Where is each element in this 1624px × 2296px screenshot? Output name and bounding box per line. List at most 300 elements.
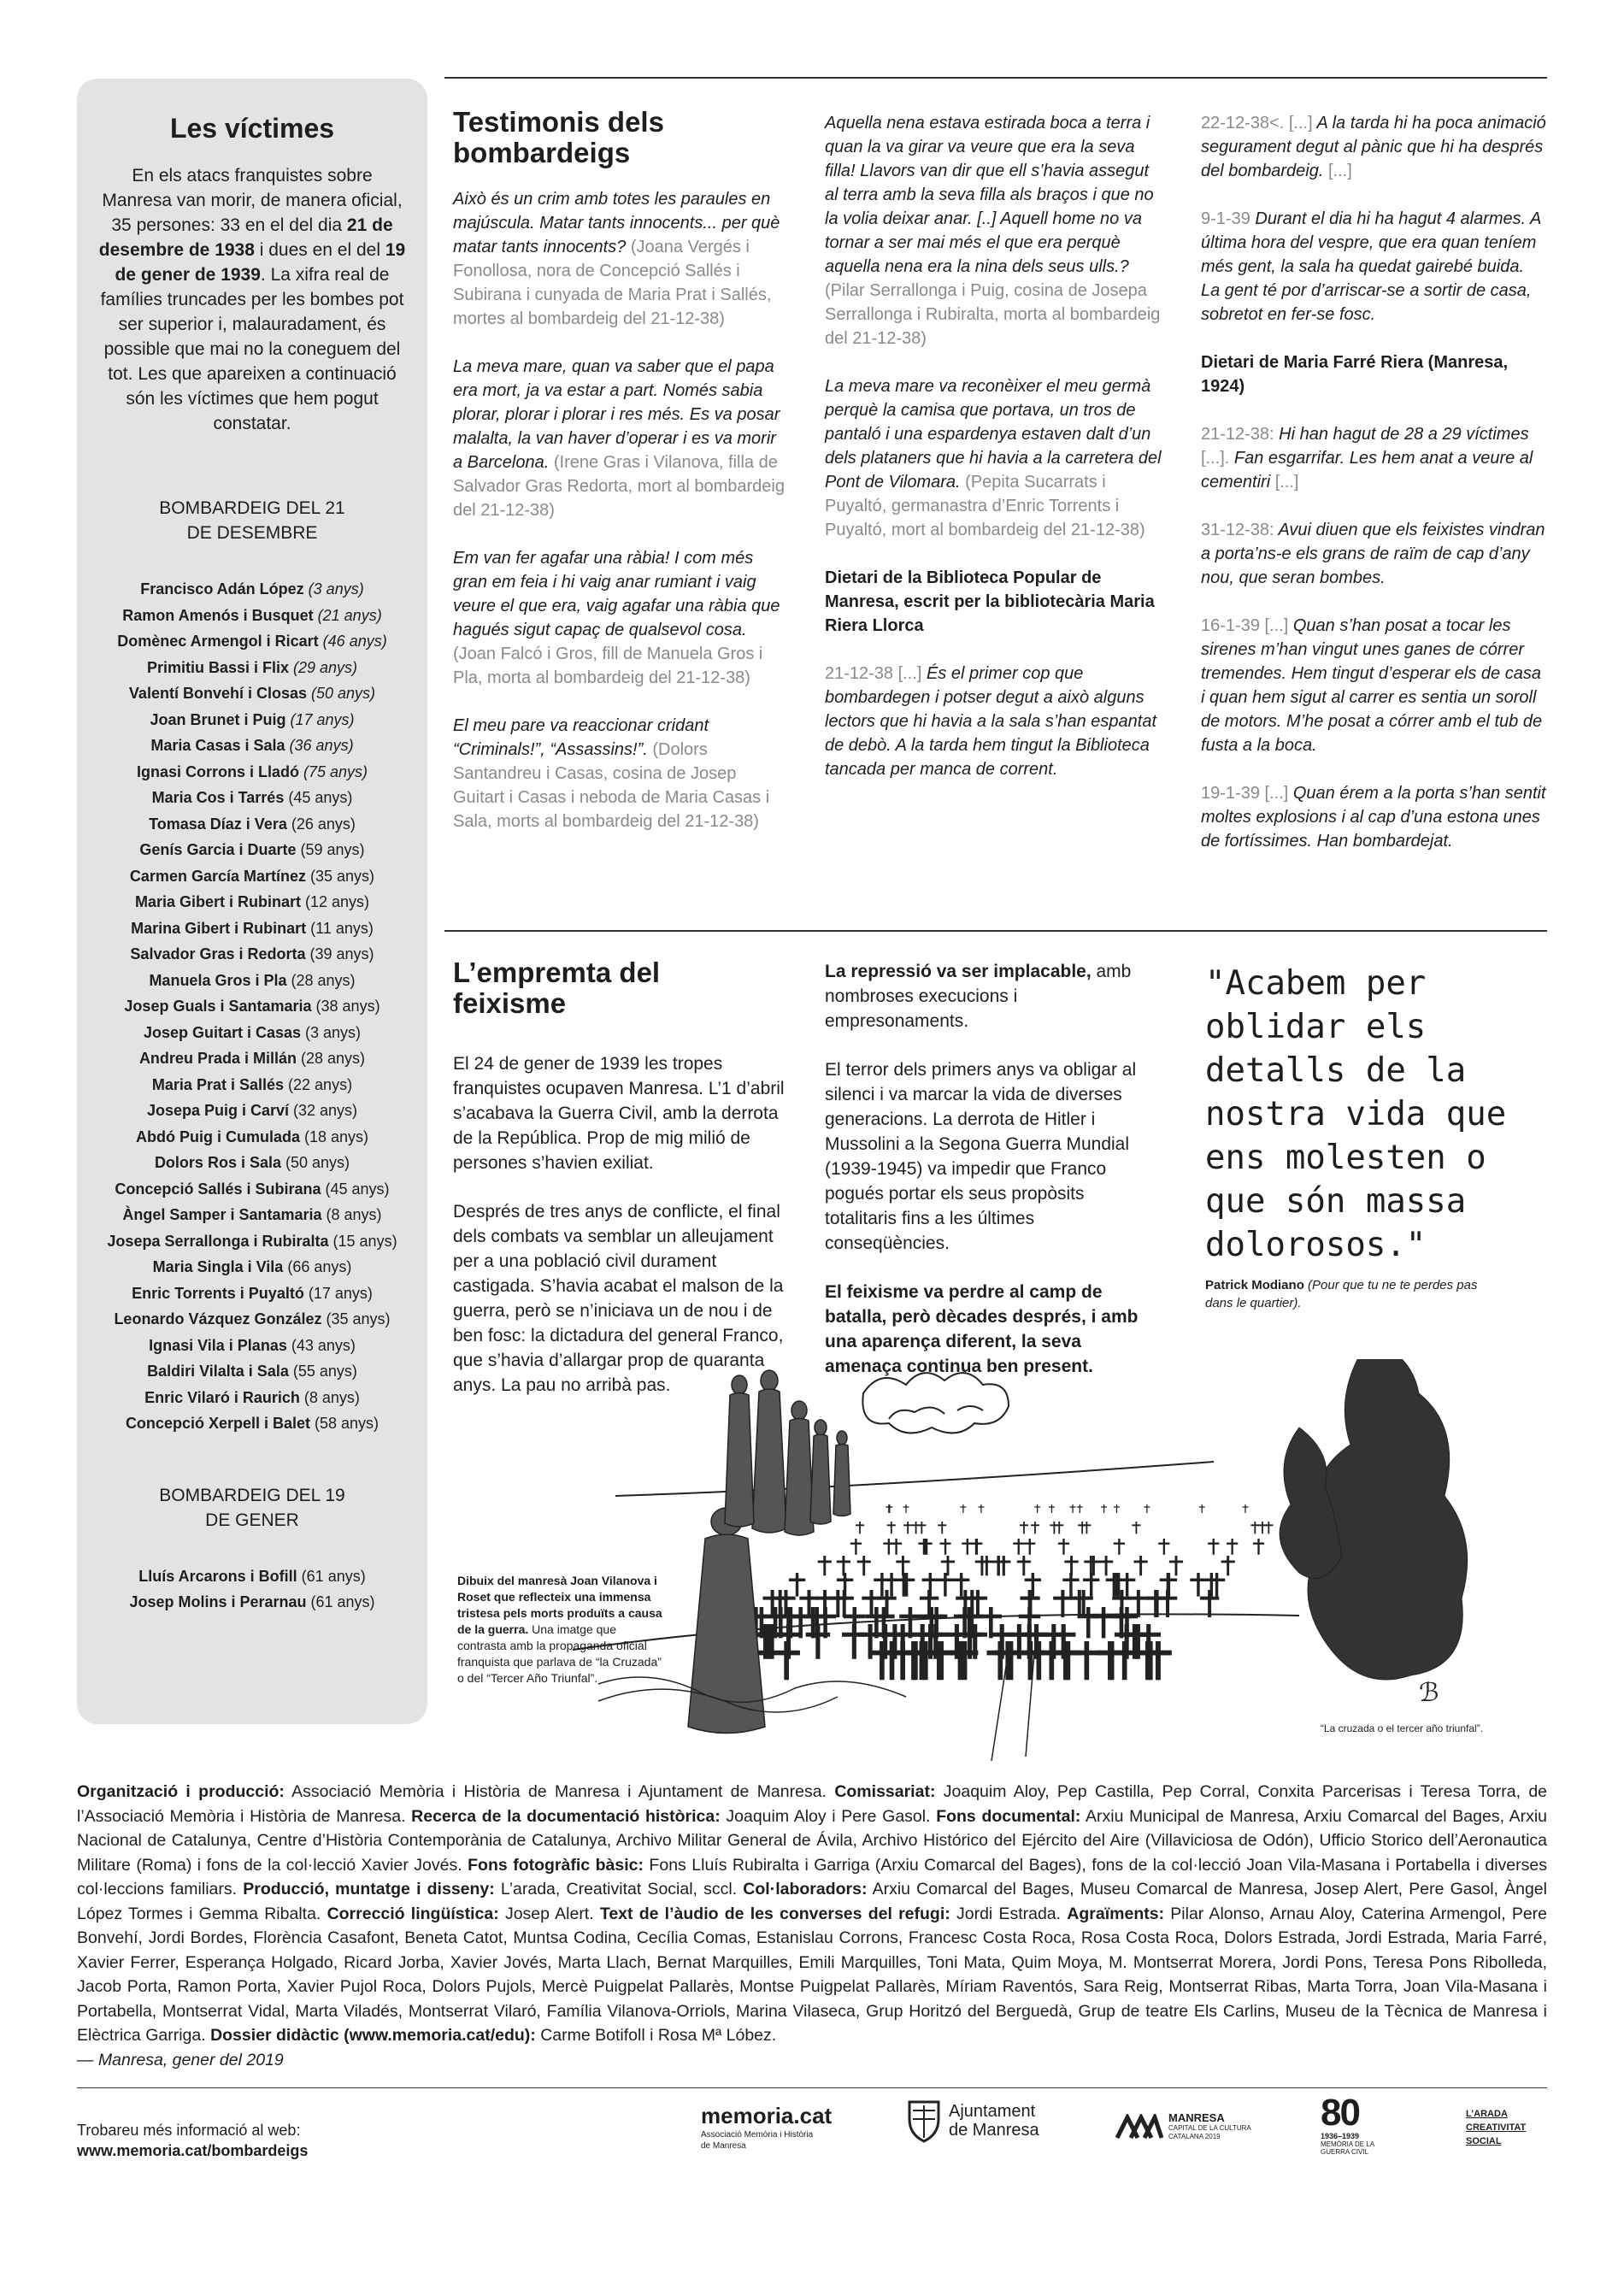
victim-item (97, 1358, 407, 1385)
victim-name: Marina Gibert i Rubinart (131, 919, 307, 937)
cross-mark (1158, 1590, 1177, 1617)
victim-item (97, 759, 407, 786)
illustration-caption (457, 1573, 667, 1687)
intro-date-dec: 21 de desembre de 1938 (98, 215, 393, 260)
credit-key: Organització i producció: (77, 1782, 285, 1801)
modiano-quote: "Acabem per oblidar els detalls de la nostra vida que ens molesten o que són massa dolorosos." (1205, 964, 1507, 1264)
cross-mark (842, 1624, 867, 1659)
victim-age: (26 anys) (291, 815, 356, 833)
testimonis-title: Testimonis dels bombardeigs (453, 106, 664, 168)
diary-entry (1201, 518, 1547, 590)
cross-mark (1158, 1539, 1169, 1555)
cross-mark (1034, 1504, 1040, 1513)
cross-mark (1253, 1539, 1264, 1555)
cross-mark (1101, 1504, 1107, 1513)
cross-mark (1114, 1504, 1120, 1513)
credit-value: L’arada, Creativitat Social, sccl. (494, 1880, 744, 1899)
testimony-quote: Aquella nena estava estirada boca a terra i quan la va girar va veure que era la seva filla! Llavors van dir que ell s’havia assegut al terra amb la seva filla als braços i que no la volia deixar anar. [..] Aquell home no va tornar a ser mai més el que era perquè aquella nena era la nina dels seus ulls.? (825, 114, 1154, 276)
diary-text: Hi han hagut de 28 a 29 víctimes (1274, 425, 1529, 444)
victim-name: Maria Singla i Vila (152, 1258, 284, 1275)
victim-name: Carmen García Martínez (129, 867, 306, 885)
cross-mark (897, 1573, 913, 1597)
footer-info-text: Trobareu més informació al web: (77, 2122, 301, 2139)
victim-name: Concepció Xerpell i Balet (125, 1415, 310, 1432)
intro-text: . La xifra real de famílies truncades per les bombes pot ser superior i, malauradament, és possible que mai no la coneguem del tot. Les que apareixen a continuació són les víctimes que hem pogut constatar. (100, 265, 404, 433)
victim-item (97, 915, 407, 942)
victim-age: (21 anys) (317, 606, 382, 624)
cross-mark (850, 1539, 862, 1555)
victim-item (97, 1280, 407, 1307)
diary-text: Fan esgarrifar. (1229, 449, 1345, 468)
victim-name: Josepa Puig i Carví (146, 1102, 289, 1119)
cross-mark (1264, 1522, 1273, 1534)
testimony (825, 111, 1162, 350)
diary-text: Avui diuen que els feixistes vindran a porta’ns-e els grans de raïm de cap d’any nou, que seran bombes. (1201, 521, 1545, 587)
cross-mark (773, 1641, 800, 1680)
victim-name: Abdó Puig i Cumulada (135, 1127, 300, 1145)
victim-age: (11 anys) (310, 919, 374, 937)
testimony-source: (Irene Gras i Vilanova, filla de Salvador Gras Redorta, mort al bombardeig del 21-12-38) (453, 453, 785, 520)
cross-mark (1050, 1522, 1058, 1534)
empremta-paragraph: El 24 de gener de 1939 les tropes franquistes ocupaven Manresa. L’1 d’abril s’acabava la Guerra Civil, amb la derrota de la República. Prop de mig milió de persones s’havien exiliat. (453, 1054, 785, 1173)
repressio-lead-text: amb nombroses execucions i empresonaments. (825, 962, 1132, 1031)
quote-author: Patrick Modiano (1205, 1278, 1304, 1292)
cross-mark (1099, 1556, 1113, 1575)
victim-age: (28 anys) (291, 971, 356, 989)
victim-age: (45 anys) (288, 789, 353, 806)
victim-item (97, 1098, 407, 1124)
victim-item (97, 576, 407, 603)
january-victims-list (97, 1563, 407, 1616)
credit-key: Recerca de la documentació històrica: (411, 1806, 721, 1826)
victim-name: Ramon Amenós i Busquet (122, 606, 314, 624)
victim-age: (17 anys) (308, 1284, 373, 1302)
intro-date-jan: 19 de gener de 1939 (115, 240, 406, 285)
caption-text: Una imatge que contrasta amb la propaganda oficial franquista que parlava de “la Cruzada” o del “Tercer Año Triunfal”. (457, 1622, 662, 1685)
victim-name: Maria Casas i Sala (150, 737, 285, 754)
credit-value: Joaquim Aloy i Pere Gasol. (720, 1806, 937, 1826)
diary-date: 19-1-39 [...] (1201, 784, 1289, 803)
credit-key: Fons fotogràfic bàsic: (468, 1855, 644, 1875)
january-heading: BOMBARDEIG DEL 19 DE GENER (159, 1485, 345, 1530)
cross-mark (857, 1556, 871, 1575)
victim-age: (35 anys) (326, 1310, 391, 1328)
diary-text: És el primer cop que bombardegen i potser degut a això alguns lectors que hi havia a la sala s’han espantat de debò. A la tarda hem tingut la Biblioteca tancada per manca de corrent. (825, 664, 1157, 779)
victim-item (97, 993, 407, 1020)
cross-mark (1169, 1556, 1183, 1575)
cross-mark (920, 1539, 931, 1555)
cross-mark (1017, 1556, 1031, 1575)
victim-age: (15 anys) (332, 1232, 397, 1250)
top-rule (444, 77, 1547, 79)
credit-key: Text de l’àudio de les converses del refugi: (599, 1904, 950, 1923)
victim-name: Salvador Gras i Redorta (130, 945, 306, 963)
testimonies-column-2 (825, 111, 1162, 805)
victim-item (97, 1385, 407, 1411)
larada-logo[interactable]: L’ARADA CREATIVITAT SOCIAL (1466, 2109, 1527, 2146)
cross-mark (921, 1539, 933, 1555)
cross-mark (1013, 1539, 1024, 1555)
cross-mark (1258, 1522, 1267, 1534)
credit-key: Col·laboradors: (743, 1880, 868, 1899)
footer-rule (77, 2087, 1547, 2088)
testimony-source: (Dolors Santandreu i Casas, cosina de Josep Guitart i Casas i neboda de Maria Casas i Sala, morts al bombardeig del 21-12-38) (453, 740, 770, 831)
repressio-lead-bold: La repressió va ser implacable, (825, 962, 1091, 981)
victim-item (97, 941, 407, 968)
diary-text: Quan érem a la porta s’han sentit moltes explosions i al cap d’una estona unes de fortíssimes. Han bombardejat. (1201, 784, 1546, 851)
victim-age: (32 anys) (293, 1102, 358, 1119)
credit-value: Jordi Estrada. (950, 1904, 1068, 1923)
cross-mark (1031, 1522, 1039, 1534)
caption-bold: Dibuix del manresà Joan Vilanova i Roset que reflecteix una immensa tristesa pels morts produïts a causa de la guerra. (457, 1574, 662, 1636)
credit-key: Comissariat: (834, 1782, 936, 1801)
cross-mark (1058, 1539, 1069, 1555)
credit-value: Fons Lluís Rubiralta i Garriga (Arxiu Comarcal del Bages), fons de la col·lecció Joan Vila-Masana i Portabella i diverses col·leccions familiars. (77, 1855, 1547, 1899)
cross-mark (1146, 1590, 1165, 1617)
cross-mark (903, 1504, 909, 1513)
victim-item (97, 1072, 407, 1098)
cross-mark (891, 1539, 902, 1555)
testimony-source: (Joana Vergés i Fonollosa, nora de Concepció Sallés i Subirana i cunyada de Maria Prat i Sallés, mortes al bombardeig del 21-12-38) (453, 238, 772, 328)
cross-mark (1062, 1573, 1079, 1597)
victim-age: (46 anys) (322, 633, 387, 650)
cross-mark (883, 1539, 894, 1555)
victim-name: Josep Guals i Santamaria (124, 998, 312, 1015)
victim-item (97, 1150, 407, 1176)
victim-age: (66 anys) (287, 1258, 352, 1275)
svg-text:ℬ: ℬ (1419, 1679, 1439, 1707)
victim-item (97, 1333, 407, 1359)
victim-age: (59 anys) (300, 841, 365, 858)
empremta-title: L’empremta del feixisme (453, 957, 661, 1019)
victim-age: (29 anys) (293, 658, 358, 676)
cross-mark (789, 1573, 805, 1597)
victim-age: (61 anys) (301, 1567, 366, 1585)
bridge-icon (1115, 2114, 1163, 2140)
credit-key: Correcció lingüística: (327, 1904, 499, 1923)
testimony-quote: La meva mare va reconèixer el meu germà perquè la camisa que portava, un tros de pantaló i una espardenya estaven dalt d’un dels plataners que hi havia a la carretera del Pont de Vilomara. (825, 377, 1162, 492)
cross-mark (1208, 1539, 1219, 1555)
victim-age: (36 anys) (289, 737, 354, 754)
manresa-capital-logo[interactable] (1115, 2111, 1262, 2141)
shield-icon (906, 2099, 942, 2143)
cross-mark (1064, 1556, 1078, 1575)
victim-age: (8 anys) (303, 1388, 360, 1406)
cross-mark (1086, 1556, 1100, 1575)
cross-mark (887, 1522, 896, 1534)
anniversary-number: 80 (1321, 2092, 1359, 2134)
cross-mark (903, 1522, 912, 1534)
diary-date: 9-1-39 (1201, 209, 1250, 228)
victim-age: (75 anys) (303, 762, 368, 780)
cross-mark (1025, 1573, 1041, 1597)
cross-mark (896, 1556, 909, 1575)
victim-name: Maria Prat i Sallés (151, 1075, 285, 1093)
testimony-quote: Em van fer agafar una ràbia! I com més gran em feia i hi vaig anar rumiant i vaig veure el que era, vaig agafar una ràbia que hagués sigut capaç de qualsevol cosa. (453, 549, 780, 639)
victim-item (97, 628, 407, 655)
credit-value: Associació Memòria i Història de Manresa i Ajuntament de Manresa. (284, 1782, 835, 1801)
victim-item (97, 968, 407, 994)
victim-age: (58 anys) (315, 1415, 380, 1432)
cemetery-illustration (444, 1359, 1504, 1761)
intro-text: En els atacs franquistes sobre Manresa van morir, de manera oficial, 35 persones: 33 en el del dia (102, 166, 403, 235)
victim-name: Josep Guitart i Casas (143, 1023, 302, 1041)
victim-item (97, 1410, 407, 1437)
testimony (453, 355, 786, 522)
victim-name: Josepa Serrallonga i Rubiralta (107, 1232, 329, 1250)
victim-age: (22 anys) (288, 1075, 353, 1093)
victim-item (97, 655, 407, 681)
victim-age: (43 anys) (291, 1336, 356, 1354)
cross-mark (1190, 1573, 1206, 1597)
manresa-logo-sub: CAPITAL DE LA CULTURA CATALANA 2019 (1168, 2124, 1251, 2140)
cross-mark (886, 1504, 891, 1513)
victim-item (97, 707, 407, 733)
victim-name: Enric Torrents i Puyaltó (132, 1284, 304, 1302)
cross-mark (856, 1522, 864, 1534)
victims-intro (97, 163, 407, 436)
credit-value: Carme Botifoll i Rosa Mª Lóbez. (535, 2026, 777, 2045)
victim-age: (35 anys) (310, 867, 375, 885)
illustration-title: “La cruzada o el tercer año triunfal”. (1320, 1722, 1484, 1734)
victim-item (97, 603, 407, 629)
farre-diary-title: Dietari de Maria Farré Riera (Manresa, 1924) (1201, 353, 1509, 396)
victim-name: Maria Cos i Tarrés (151, 789, 285, 806)
ajuntament-logo-text: Ajuntament de Manresa (949, 2102, 1039, 2140)
victim-item (97, 680, 407, 707)
ajuntament-logo[interactable] (906, 2099, 1043, 2143)
victim-name: Lluís Arcarons i Bofill (138, 1567, 297, 1585)
diary-column (1201, 111, 1547, 877)
cross-mark (1020, 1522, 1028, 1534)
cross-mark (877, 1590, 896, 1617)
victim-item (97, 1020, 407, 1046)
cross-mark (1132, 1522, 1140, 1534)
credit-value: Josep Alert. (498, 1904, 600, 1923)
victim-age: (3 anys) (305, 1023, 362, 1041)
quote-work: (Pour que tu ne te perdes pas dans le quartier). (1205, 1278, 1478, 1310)
cross-mark (1144, 1504, 1150, 1513)
cross-mark (1078, 1522, 1086, 1534)
cross-mark (941, 1556, 955, 1575)
memoria-logo[interactable] (701, 2103, 832, 2152)
diary-text: Durant el dia hi ha hagut 4 alarmes. A última hora del vespre, que era quan teníem més gent, la sala ha quedat gairebé buida. La gent té por d’arriscar-se a sortir de casa, sobretot en fer-se fosc. (1201, 209, 1541, 324)
victim-item (97, 1563, 407, 1590)
cross-mark (918, 1539, 929, 1555)
cross-mark (1250, 1522, 1259, 1534)
memoria-logo-title: memoria.cat (701, 2103, 833, 2128)
credit-value: Pilar Alonso, Arnau Aloy, Caterina Armengol, Pere Bonvehí, Jordi Bordes, Florència Casafont, Beneta Catot, Muntsa Codina, Cecília Comas, Estanislau Corrons, Francesc Costa Roca, Rosa Costa Roca, Dolors Estrada, Jordi Estrada, Maria Farré, Xavier Ferrer, Esperança Holgado, Ricard Jorba, Xavier Jovés, Marta Llach, Bernat Marquilles, Emili Marquilles, Toni Mata, Quim Moya, M. Montserrat Morera, Jordi Pons, Teresa Pons Ribolleda, Jacob Porta, Ramon Porta, Xavier Pujol Roca, Dolors Pujols, Mercè Puigpelat Pallarès, Montse Puigpelat Pallarès, Míriam Raventós, Sara Reig, Montserrat Ribas, Marta Torra, Joan Vila-Masana i Portabella, Montserrat Vidal, Marta Viladés, Montserrat Vilaró, Família Vilanova-Orriols, Marina Vilaseca, Grup Horitzó del Berguedà, Grup de teatre Els Carlins, Museu de la Tècnica de Manresa i Elèctrica Garriga. (77, 1904, 1548, 2045)
diary-entry (1201, 207, 1547, 327)
cross-mark (1221, 1556, 1235, 1575)
repressio-conclusion: El feixisme va perdre al camp de batalla, però dècades després, i amb una aparença diferent, la seva amenaça continua ben present. (825, 1282, 1139, 1376)
testimony (453, 187, 786, 331)
victim-name: Domènec Armengol i Ricart (117, 633, 319, 650)
victim-age: (17 anys) (290, 710, 355, 728)
footer-info (77, 2120, 308, 2161)
victim-name: Josep Molins i Perarnau (129, 1593, 307, 1610)
victim-age: (28 anys) (301, 1050, 366, 1067)
quote-attribution (1205, 1276, 1479, 1312)
victim-item (97, 785, 407, 811)
testimony-quote: La meva mare, quan va saber que el papa era mort, ja va estar a part. Només sabia plorar, plorar i plorar i res més. Es va posar malalta, la van haver d’operar i es va morir a Barcelona. (453, 357, 780, 472)
cross-mark (1070, 1504, 1076, 1513)
cross-mark (886, 1504, 892, 1513)
victim-name: Francisco Adán López (140, 580, 304, 598)
victim-item (97, 837, 407, 863)
cross-mark (1134, 1556, 1148, 1575)
victim-name: Leonardo Vázquez González (114, 1310, 322, 1328)
footer-url-link[interactable]: www.memoria.cat/bombardeigs (77, 2142, 309, 2159)
testimony-quote: El meu pare va reaccionar cridant “Criminals!”, “Assassins!”. (453, 716, 709, 759)
credit-value: Arxiu Comarcal del Bages, Museu Comarcal de Manresa, Josep Alert, Pere Gasol, Àngel López Tormes i Gemma Ribalta. (77, 1880, 1547, 1923)
victim-name: Manuela Gros i Pla (149, 971, 287, 989)
victim-name: Àngel Samper i Santamaria (122, 1206, 322, 1223)
repressio-paragraph: El terror dels primers anys va obligar al silenci i va marcar la vida de diverses generacions. La derrota de Hitler i Mussolini a la Segona Guerra Mundial (1939-1945) va impedir que Franco pogués portar els seus propòsits totalitaris fins a les últimes conseqüències. (825, 1060, 1137, 1253)
diary-date: 21-12-38 [...] (825, 664, 922, 683)
cross-mark (938, 1522, 946, 1534)
cross-mark (1070, 1590, 1089, 1617)
testimony-source: (Joan Falcó i Gros, fill de Manuela Gros i Pla, morta al bombardeig del 21-12-38) (453, 645, 763, 687)
victim-age: (38 anys) (315, 998, 380, 1015)
victim-name: Genís Garcia i Duarte (139, 841, 297, 858)
cross-mark (837, 1556, 850, 1575)
victim-age: (3 anys) (308, 580, 364, 598)
cross-mark (1074, 1641, 1101, 1680)
victim-item (97, 1254, 407, 1280)
diary-date: 21-12-38: (1201, 425, 1274, 444)
cross-mark (1129, 1590, 1148, 1617)
cross-mark (1039, 1641, 1066, 1680)
cross-mark (1083, 1573, 1099, 1597)
cross-mark (1114, 1539, 1125, 1555)
cross-mark (1097, 1641, 1124, 1680)
repressio-lead (825, 959, 1158, 1033)
diary-text: A la tarda hi ha poca animació segurament degut al pànic que hi ha després del bombardeig. (1201, 114, 1546, 180)
cross-mark (917, 1522, 926, 1534)
credit-value: Joaquim Aloy, Pep Castilla, Pep Corral, Conxita Parcerisas i Teresa Torra, de l’Associació Memòria i Història de Manresa. (77, 1782, 1548, 1826)
victim-name: Joan Brunet i Puig (150, 710, 286, 728)
victim-item (97, 1176, 407, 1203)
victim-age: (50 anys) (311, 685, 376, 702)
victim-age: (45 anys) (325, 1180, 390, 1198)
cross-mark (937, 1573, 953, 1597)
testimony (453, 714, 786, 833)
cross-mark (1243, 1504, 1249, 1513)
credit-key: Producció, muntatge i disseny: (243, 1880, 495, 1899)
manresa-logo-title: MANRESA (1168, 2111, 1225, 2124)
credits-signature: — Manresa, gener del 2019 (77, 2050, 284, 2069)
cross-mark (1077, 1504, 1083, 1513)
cross-mark (818, 1556, 832, 1575)
empremta-paragraph: Després de tres anys de conflicte, el final dels combats va semblar un alleujament per a una població civil durament castigada. S’havia acabat el malson de la guerra, però se n’iniciava un de nou i de ben fosc: la dictadura del general Franco, que s’havia d’allargar prop de quaranta anys. La pau no arribà pas. (453, 1202, 784, 1395)
diary-date: 22-12-38<. [...] (1201, 114, 1313, 132)
testimony (825, 374, 1162, 542)
victim-item (97, 811, 407, 838)
victim-age: (50 anys) (285, 1154, 350, 1171)
victim-age: (12 anys) (305, 893, 370, 910)
victim-item (97, 863, 407, 890)
anniversary-years: 1936–1939 (1321, 2132, 1360, 2140)
december-heading: BOMBARDEIG DEL 21 DE DESEMBRE (159, 498, 345, 543)
victim-age: (55 anys) (292, 1363, 357, 1380)
cross-mark (978, 1504, 984, 1513)
library-diary-title: Dietari de la Biblioteca Popular de Manresa, escrit per la bibliotecària Maria Riera Llorca (825, 568, 1155, 635)
diary-entry (825, 662, 1162, 781)
cross-mark (962, 1539, 973, 1555)
testimony-source: (Pilar Serrallonga i Puig, cosina de Josepa Serrallonga i Rubiralta, morta al bombardeig del 21-12-38) (825, 281, 1161, 348)
cross-mark (1053, 1590, 1072, 1617)
repressio-column (825, 959, 1158, 1403)
credit-key: Fons documental: (936, 1806, 1081, 1826)
diary-text: Quan s’han posat a tocar les sirenes m’han vingut unes ganes de córrer tremendes. Hem tingut d’esperar els de casa i quan hem sigut al carrer es sentia un soroll de motors. M’he posat a córrer amb el tub de fusta a la boca. (1201, 616, 1543, 755)
credit-value: Arxiu Municipal de Manresa, Arxiu Comarcal del Bages, Arxiu Nacional de Catalunya, Centre d’Història Contemporània de Catalunya, Archivo Militar General de Ávila, Archivo Histórico del Ejército del Aire (Villaviciosa de Odón), Ufficio Storico dell’Aeronautica Militare (Roma) i fons de la col·lecció Xavier Jovés. (77, 1806, 1548, 1875)
empremta-column (453, 957, 786, 1422)
victim-item (97, 1589, 407, 1616)
intro-text: i dues en el del (254, 240, 385, 260)
diary-ellipsis: [...] (1323, 162, 1352, 180)
cross-mark (1082, 1522, 1091, 1534)
diary-entry (1201, 781, 1547, 853)
victim-age: (39 anys) (309, 945, 374, 963)
cross-mark (1055, 1522, 1063, 1534)
diary-entry (1201, 111, 1547, 183)
victim-name: Valentí Bonvehí i Closas (128, 685, 307, 702)
credit-key: Dossier didàctic (www.memoria.cat/edu): (210, 2026, 536, 2045)
testimonis-column (453, 107, 786, 857)
anniversary-sub: MEMÒRIA DE LA GUERRA CIVIL (1321, 2140, 1374, 2156)
diary-date: 31-12-38: (1201, 521, 1274, 539)
cross-mark (1052, 1641, 1080, 1680)
memoria-guerra-civil-logo[interactable] (1321, 2094, 1389, 2156)
victim-name: Primitiu Bassi i Flix (146, 658, 289, 676)
victim-item (97, 1124, 407, 1151)
victim-name: Ignasi Vila i Planas (149, 1336, 287, 1354)
memoria-logo-sub: Associació Memòria i Història de Manresa (701, 2130, 814, 2151)
cross-mark (1084, 1556, 1097, 1575)
victim-item (97, 1045, 407, 1072)
diary-date: 16-1-39 [...] (1201, 616, 1289, 635)
victim-item (97, 1306, 407, 1333)
victim-age: (61 anys) (310, 1593, 375, 1610)
cross-mark (912, 1522, 921, 1534)
credits (77, 1780, 1547, 2072)
diary-ellipsis: [...]. (1201, 449, 1230, 468)
cross-mark (939, 1539, 950, 1555)
victim-item (97, 889, 407, 915)
victim-item (97, 733, 407, 759)
cross-mark (960, 1504, 966, 1513)
cross-mark (1092, 1607, 1114, 1638)
victim-name: Maria Gibert i Rubinart (134, 893, 301, 910)
victim-name: Baldiri Vilalta i Sala (147, 1363, 289, 1380)
victim-name: Concepció Sallés i Subirana (115, 1180, 321, 1198)
middle-rule (444, 930, 1547, 932)
victim-name: Tomasa Díaz i Vera (149, 815, 287, 833)
victims-sidebar (77, 79, 427, 1724)
cross-mark (1199, 1504, 1205, 1513)
december-victims-list (97, 576, 407, 1437)
victim-name: Andreu Prada i Millán (138, 1050, 297, 1067)
diary-text: Les hem anat a veure al cementiri (1201, 449, 1533, 492)
credit-key: Agraïments: (1067, 1904, 1165, 1923)
victim-age: (8 anys) (326, 1206, 382, 1223)
victim-item (97, 1202, 407, 1228)
diary-entry (1201, 614, 1547, 757)
cross-mark (1024, 1539, 1035, 1555)
testimony (453, 546, 786, 690)
victim-name: Enric Vilaró i Raurich (144, 1388, 300, 1406)
